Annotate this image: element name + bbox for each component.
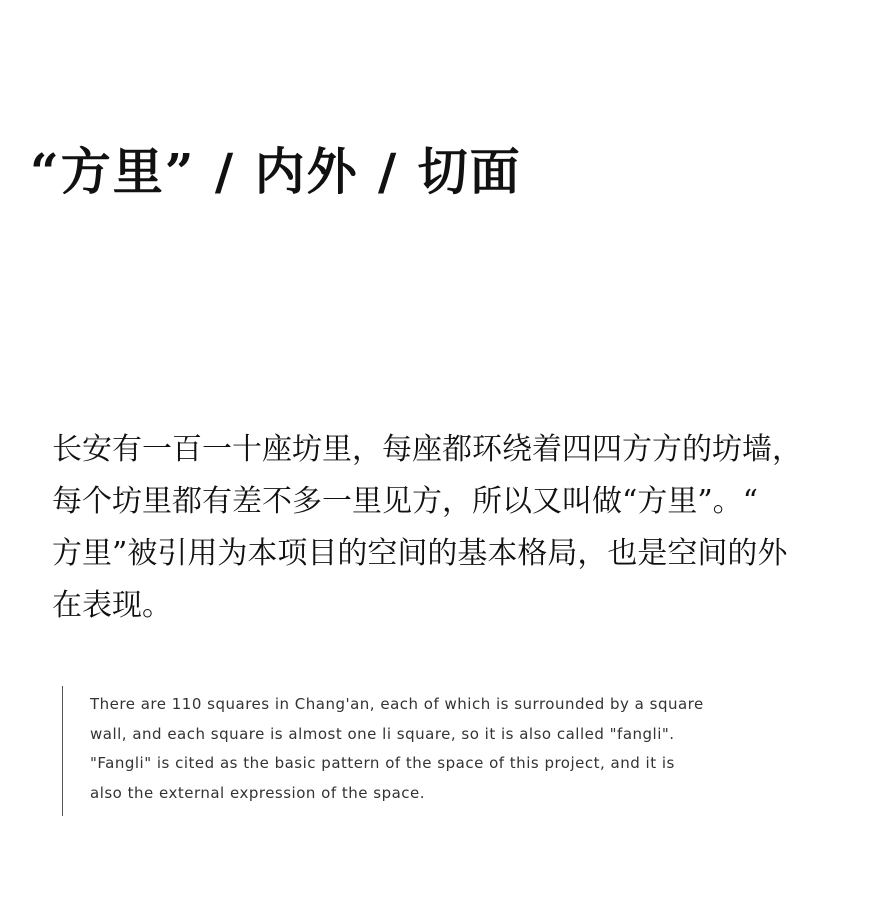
chinese-paragraph-line: 方里”被引用为本项目的空间的基本格局，也是空间的外 bbox=[52, 536, 788, 571]
chinese-paragraph-line: 每个坊里都有差不多一里见方，所以又叫做“方里”。“ bbox=[52, 484, 759, 519]
chinese-paragraph bbox=[52, 424, 860, 632]
english-paragraph-line: also the external expression of the space. bbox=[90, 783, 426, 802]
english-paragraph-line: wall, and each square is almost one li square, so it is also called "fangli". bbox=[90, 724, 675, 743]
chinese-paragraph-line: 长安有一百一十座坊里，每座都环绕着四四方方的坊墙， bbox=[52, 432, 802, 467]
page-title: “方里” / 内外 / 切面 bbox=[30, 142, 522, 201]
chinese-paragraph-line: 在表现。 bbox=[52, 588, 172, 623]
english-paragraph bbox=[63, 686, 843, 808]
english-paragraph-line: There are 110 squares in Chang'an, each of which is surrounded by a square bbox=[90, 695, 704, 713]
english-paragraph-line: "Fangli" is cited as the basic pattern of the space of this project, and it is bbox=[90, 754, 675, 772]
english-quote-block bbox=[62, 686, 843, 816]
